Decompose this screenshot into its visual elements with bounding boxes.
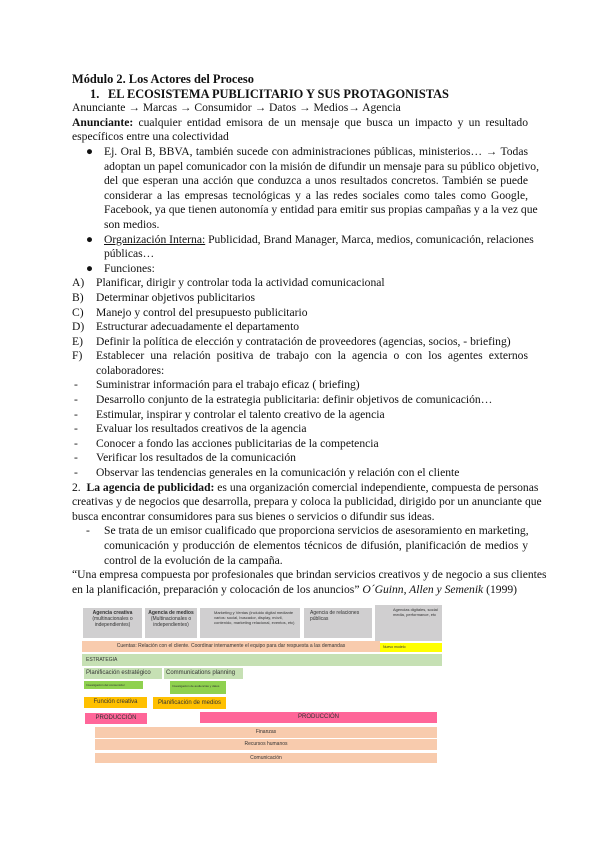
- bullet-organizacion: ● Organización Interna: Publicidad, Brand Manager, Marca, medios, comunicación, relaciones públicas…: [86, 232, 534, 261]
- section-2-paragraph: 2. La agencia de publicidad: es una organización comercial independiente, compuesta de personas: [72, 480, 539, 494]
- anunciante-definition: Anunciante: cualquier entidad emisora de un mensaje que busca un impacto y un resultado: [72, 115, 528, 129]
- section-2-dash: - Se trata de un emisor cualificado que proporciona servicios de asesoramiento en marketing, comunicación y producción de elementos técnicos de difusión, planificación de medios y control de la evolución de la campaña.: [86, 524, 529, 567]
- bullet-funciones: ● Funciones:: [86, 261, 155, 275]
- actors-chain: Anunciante → Marcas → Consumidor → Datos → Medios→ Agencia: [72, 101, 401, 115]
- bullet-icon: ●: [86, 144, 94, 158]
- box-rrpp: Agencia de relaciones públicas: [304, 608, 372, 638]
- bar-estrategia: ESTRATEGIA: [82, 654, 442, 666]
- box-investigacion-consumidor: Investigación del consumidor: [84, 681, 143, 689]
- box-planificacion-estrategica: Planificación estratégico: [84, 668, 162, 679]
- box-produccion-right: PRODUCCIÓN: [200, 712, 437, 723]
- box-funcion-creativa: Función creativa: [84, 697, 147, 708]
- quote-source: en la planificación, preparación y colocación de los anuncios” O´Guinn, Allen y Semenik (1999): [72, 582, 518, 596]
- dash-list: [72, 378, 528, 480]
- funcion-item: F) Establecer una relación positiva de trabajo con la agencia o con los agentes externos colaboradores:: [72, 349, 528, 377]
- box-agencia-creativa: Agencia creativa (multinacionales o independientes): [83, 608, 142, 638]
- box-planificacion-medios: Planificación de medios: [153, 697, 226, 709]
- box-produccion-left: PRODUCCIÓN: [85, 713, 147, 724]
- funcion-item: A) Planificar, dirigir y controlar toda la actividad comunicacional: [72, 276, 385, 290]
- box-agencia-medios: Agencia de medios (Multinacionales o independientes): [145, 608, 197, 638]
- dash-item: - Conocer a fondo las acciones publicitarias de la competencia: [74, 436, 379, 450]
- quote: “Una empresa compuesta por profesionales que brindan servicios creativos y de negocio a sus clientes: [72, 568, 547, 582]
- section-1-heading: 1. EL ECOSISTEMA PUBLICITARIO Y SUS PROTAGONISTAS: [90, 86, 449, 101]
- dash-item: - Estimular, inspirar y controlar el talento creativo de la agencia: [74, 407, 385, 421]
- box-communications-planning: Communications planning: [164, 668, 243, 679]
- bullet-icon: ●: [86, 232, 94, 246]
- dash-item: - Observar las tendencias generales en la comunicación y relación con el cliente: [74, 466, 460, 480]
- box-otras-agencias: Agencias digitales, social media, performance, etc: [375, 605, 442, 641]
- bar-finanzas: Finanzas: [95, 727, 437, 738]
- funcion-item: B) Determinar objetivos publicitarios: [72, 290, 256, 304]
- box-marketing: Marketing y Ventas (incluido digital mediante varios: social, buscador, display, móvil, contenido, marketing relacional, eventos, etc): [200, 608, 300, 638]
- funcion-item: D) Estructurar adecuadamente el departamento: [72, 320, 300, 334]
- funcion-item: E) Definir la política de elección y contratación de proveedores (agencias, socios, - briefing): [72, 334, 511, 348]
- dash-item: - Evaluar los resultados creativos de la agencia: [74, 422, 307, 436]
- bullet-icon: ●: [86, 261, 94, 275]
- bar-recursos-humanos: Recursos humanos: [95, 739, 437, 750]
- funcion-item: C) Manejo y control del presupuesto publicitario: [72, 305, 308, 319]
- dash-item: - Desarrollo conjunto de la estrategia publicitaria: definir objetivos de comunicación…: [74, 393, 493, 407]
- dash-item: - Suministrar información para el trabajo eficaz ( briefing): [74, 378, 360, 392]
- bar-comunicacion: Comunicación: [95, 753, 437, 763]
- bullet-example: ● Ej. Oral B, BBVA, también sucede con administraciones públicas, ministerios… → Todas adoptan un papel comunicador con la misión de difundir un mensaje para su público objetivo, del que esperan una acción que conduzca a unos resultados concretos. También se puede considerar a las empresas tecnológicas y a las redes sociales como tales como Google, Facebook, ya que tienen autonomía y entidad para emitir sus propias campañas y a la vez que son medios.: [86, 144, 539, 231]
- box-investigacion-audiencias: Investigación de audiencias y datos: [170, 681, 226, 694]
- funciones-list: [72, 276, 528, 378]
- bar-cuentas: Cuentas: Relación con el cliente. Coordinar internamente el equipo para dar respuesta a las demandas: [82, 641, 380, 652]
- box-nuevo-modelo: Nuevo modelo: [380, 643, 442, 652]
- module-title: Módulo 2. Los Actores del Proceso: [72, 72, 254, 86]
- dash-item: - Verificar los resultados de la comunicación: [74, 451, 296, 465]
- document-page: Módulo 2. Los Actores del Proceso 1. EL ECOSISTEMA PUBLICITARIO Y SUS PROTAGONISTAS Anunciante → Marcas → Consumidor → Datos → Medios→ Agencia Anunciante: cualquier entidad emisora de un mensaje que busca un impacto y un resultado específicos entre una colectividad ● Ej. Oral B, BBVA, también sucede con administraciones públicas, ministerios… → Todas adoptan un papel comunicador con la misión de difundir un mensaje para su público objetivo, del que esperan una acción que conduzca a unos resultados concretos. También se puede considerar a las empresas tecnológicas y a las redes sociales como tales como Google, Facebook, ya que tienen autonomía y entidad para emitir sus propias campañas y a la vez que son medios. ● Organización Interna: Publicidad, Brand Manager, Marca, medios, comunicación, relaciones públicas… ● Funciones: A) Planificar, dirigir y controlar toda la actividad comunicacional B) Determinar objetivos publicitarios C) Manejo y control del presupuesto publicitario D) Estructurar adecuadamente el departamento E) Definir la política de elección y contratación de proveedores (agencias, socios, - briefing) F) Establecer una relación positiva de trabajo con la agencia o con los agentes externos colaboradores: - Suministrar información para el trabajo eficaz ( briefing) - Desarrollo conjunto de la estrategia publicitaria: definir objetivos de comunicación… - Estimular, inspirar y controlar el talento creativo de la agencia - Evaluar los resultados creativos de la agencia - Conocer a fondo las acciones publicitarias de la competencia - Verificar los resultados de la comunicación - Observar las tendencias generales en la comunicación y relación con el cliente 2. La agencia de publicidad: es una organización comercial independiente, compuesta de personas creativas y de negocios que desarrolla, prepara y coloca la publicidad, dirigido por un anunciante que busca encontrar consumidores para sus bienes o servicios o difundir sus ideas. - Se trata de un emisor cualificado que proporciona servicios de asesoramiento en marketing, comunicación y producción de elementos técnicos de difusión, planificación de medios y control de la evolución de la campaña. “Una empresa compuesta por profesionales que brindan servicios creativos y de negocio a sus clientes en la planificación, preparación y colocación de los anuncios” O´Guinn, Allen y Semenik (1999): [72, 72, 547, 596]
